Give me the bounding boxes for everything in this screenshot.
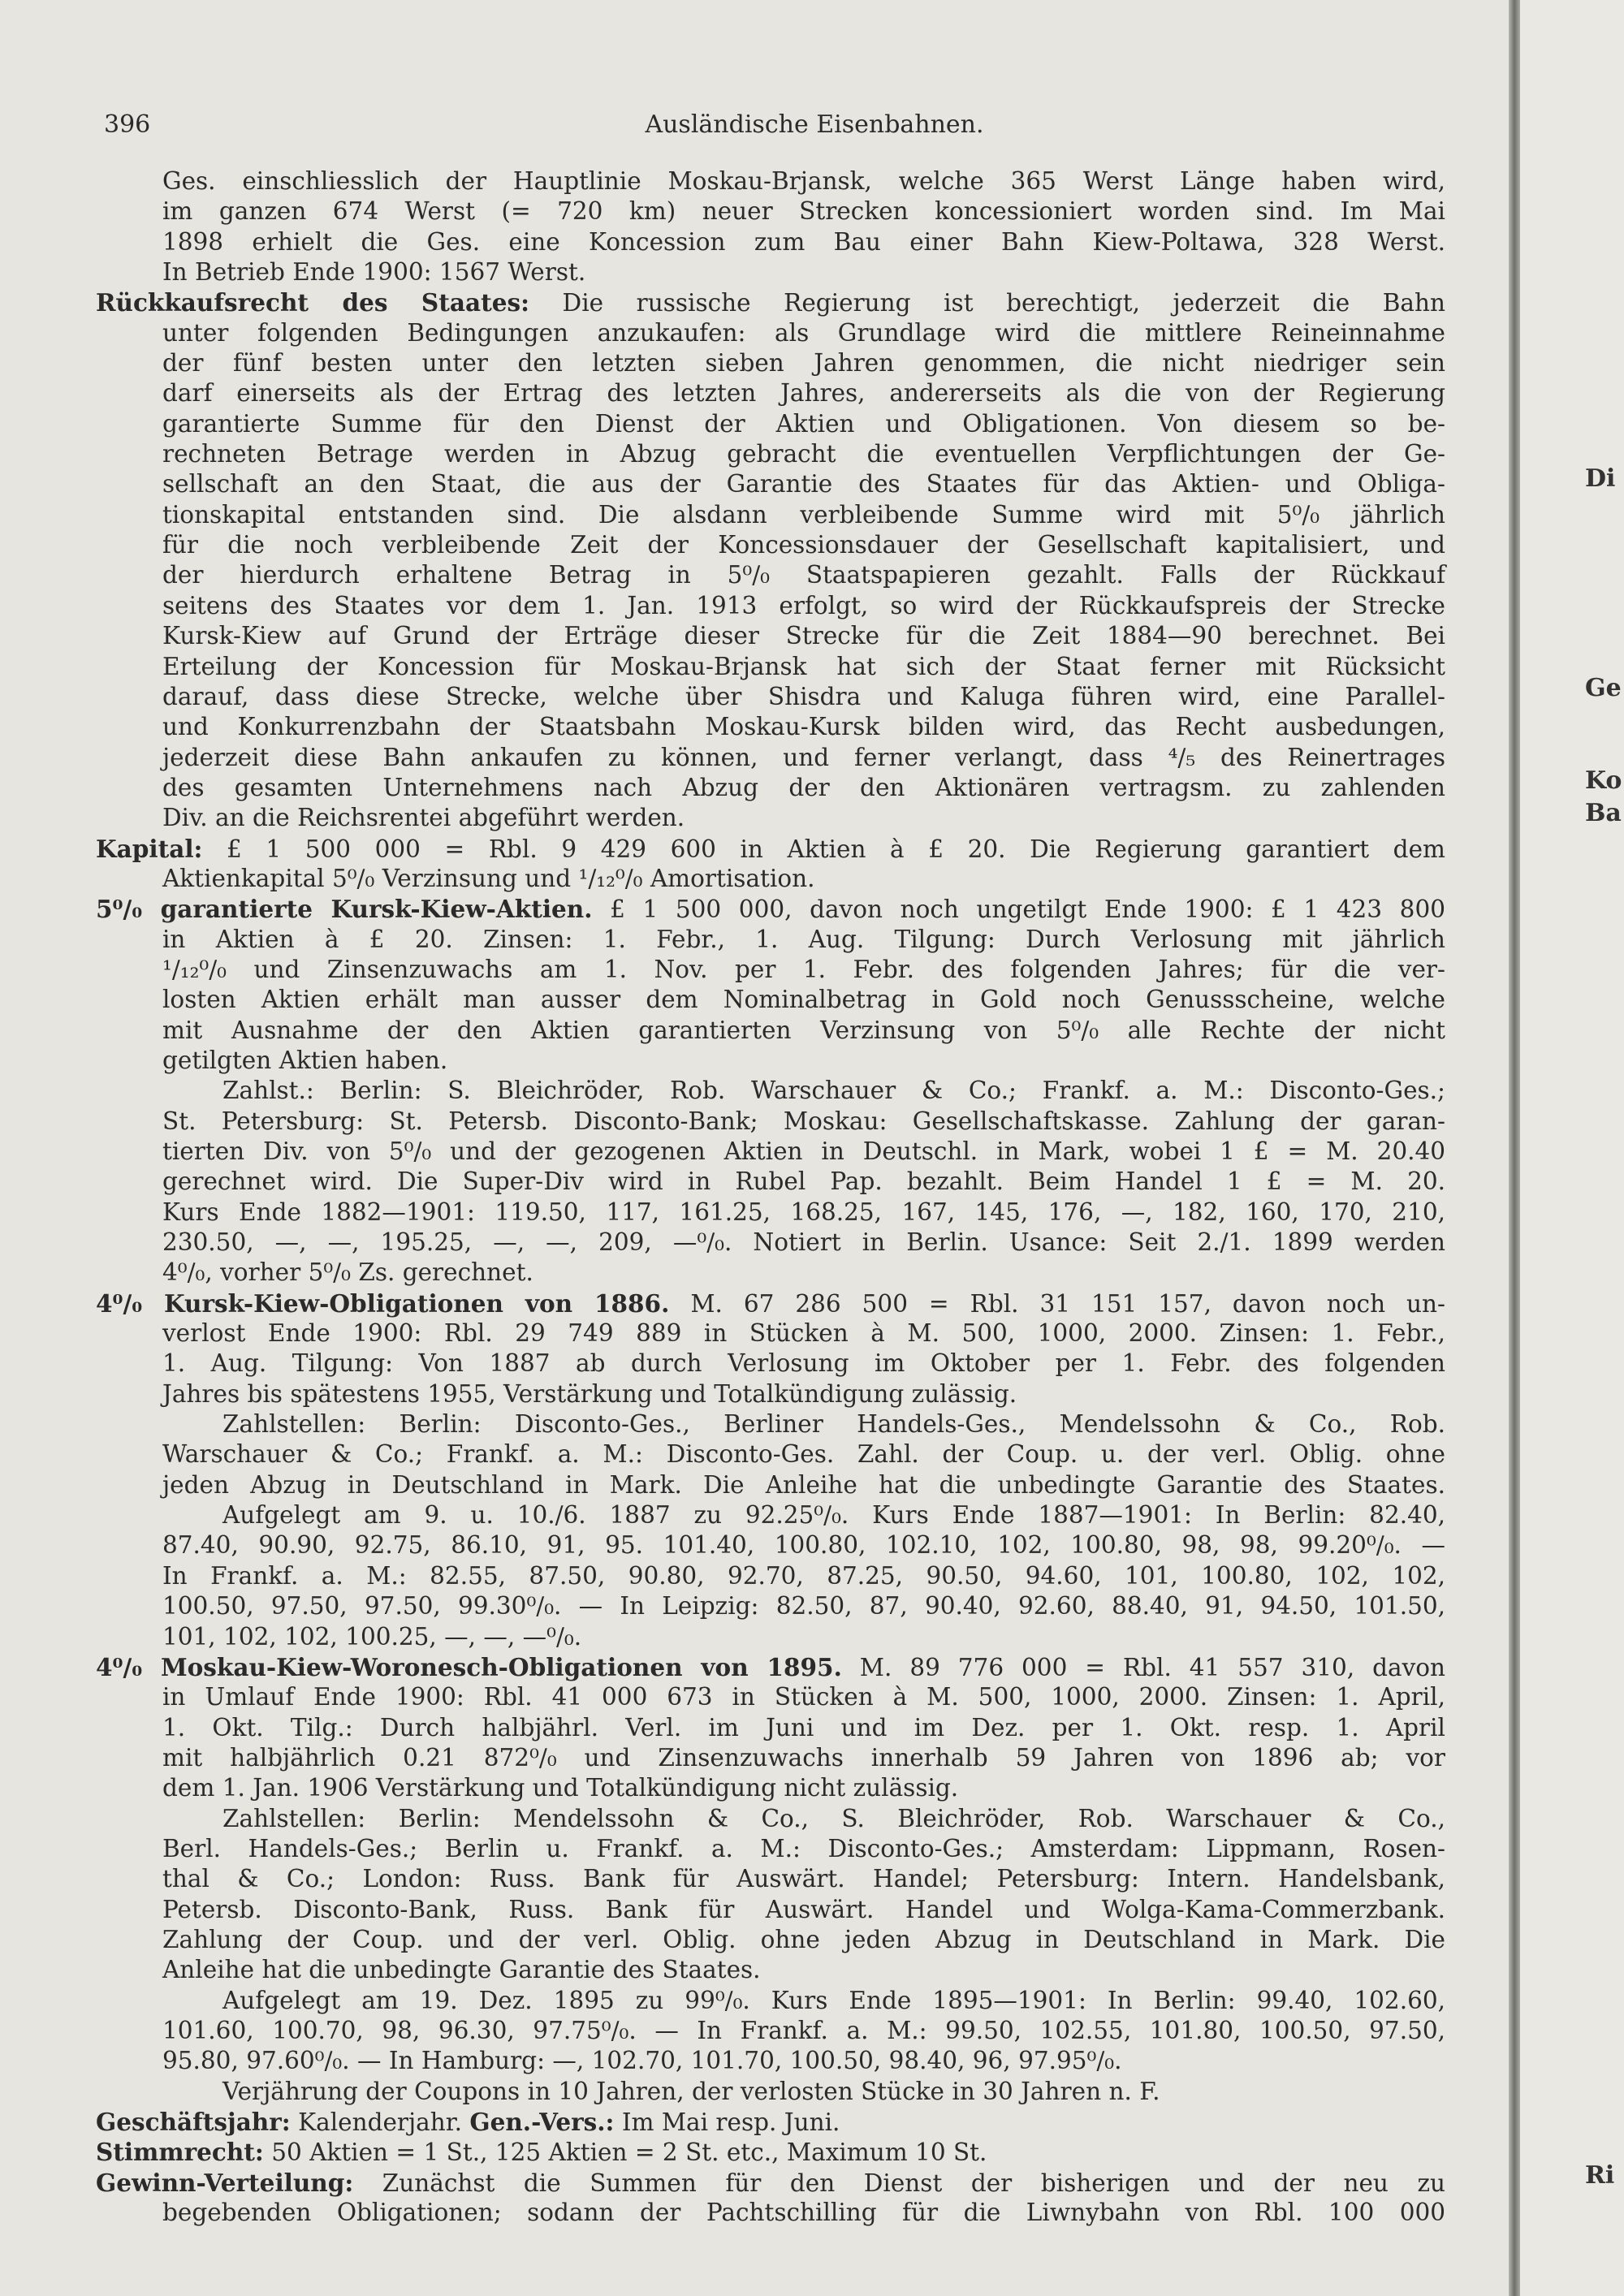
adjacent-page-fragment: Ge: [1585, 674, 1622, 702]
line-text: Petersb. Disconto-Bank, Russ. Bank für Auswärt. Handel und Wolga-Kama-Commerzbank.: [162, 1895, 1445, 1923]
line-text: 87.40, 90.90, 92.75, 86.10, 91, 95. 101.40, 100.80, 102.10, 102, 100.80, 98, 98, 99.20⁰/₀. —: [162, 1531, 1445, 1560]
section-heading: Rückkaufsrecht des Staates:: [96, 288, 529, 317]
text-line: [96, 925, 1445, 955]
book-gutter: [1509, 0, 1520, 2296]
section-heading: Gewinn-Verteilung:: [96, 2168, 354, 2197]
line-text: £ 1 500 000 = Rbl. 9 429 600 in Aktien à £ 20. Die Regierung garantiert dem: [202, 835, 1445, 863]
text-line: [96, 1713, 1445, 1743]
text-line: [96, 1258, 1445, 1288]
text-line: [96, 985, 1445, 1015]
line-text: thal & Co.; London: Russ. Bank für Auswärt. Handel; Petersburg: Intern. Handelsbank,: [162, 1865, 1445, 1893]
line-text: dem 1. Jan. 1906 Verstärkung und Totalkündigung nicht zulässig.: [162, 1774, 959, 1802]
line-text: der hierdurch erhaltene Betrag in 5⁰/₀ Staatspapieren gezahlt. Falls der Rückkauf: [162, 561, 1445, 589]
line-text: 50 Aktien = 1 St., 125 Aktien = 2 St. etc., Maximum 10 St.: [263, 2138, 987, 2167]
text-line: [96, 409, 1445, 439]
text-line: [96, 955, 1445, 985]
line-text: 1. Okt. Tilg.: Durch halbjährl. Verl. im Juni und im Dez. per 1. Okt. resp. 1. April: [162, 1713, 1445, 1741]
text-line: [96, 652, 1445, 682]
section-heading: 4⁰/₀ Moskau-Kiew-Woronesch-Obligationen von 1895.: [96, 1652, 842, 1681]
text-line: [96, 1198, 1445, 1228]
text-line: [96, 1046, 1445, 1076]
line-text: seitens des Staates vor dem 1. Jan. 1913 erfolgt, so wird der Rückkaufspreis der Strecke: [162, 591, 1445, 619]
text-line: [96, 2137, 1445, 2167]
text-line: [96, 439, 1445, 469]
section-heading: Geschäftsjahr:: [96, 2108, 291, 2136]
text-line: [96, 712, 1445, 742]
text-line: [96, 1743, 1445, 1773]
text-line: [96, 1652, 1445, 1682]
text-line: [96, 743, 1445, 773]
text-line: [96, 682, 1445, 712]
section-heading: Gen.-Vers.:: [469, 2108, 615, 2136]
line-text: 4⁰/₀, vorher 5⁰/₀ Zs. gerechnet.: [162, 1258, 533, 1287]
text-line: [96, 621, 1445, 651]
text-line: [96, 500, 1445, 530]
line-text: Aktienkapital 5⁰/₀ Verzinsung und ¹/₁₂⁰/₀ Amortisation.: [162, 864, 815, 892]
text-line: [96, 2077, 1445, 2107]
text-line: [96, 1773, 1445, 1803]
line-text: Kursk-Kiew auf Grund der Erträge dieser Strecke für die Zeit 1884—90 berechnet. Bei: [162, 622, 1445, 650]
text-line: [96, 1530, 1445, 1560]
line-text: Aufgelegt am 19. Dez. 1895 zu 99⁰/₀. Kurs Ende 1895—1901: In Berlin: 99.40, 102.60,: [222, 1986, 1445, 2014]
line-text: für die noch verbleibende Zeit der Koncessionsdauer der Gesellschaft kapitalisiert, und: [162, 531, 1445, 559]
adjacent-page-fragment: Ko: [1585, 766, 1622, 795]
text-line: [96, 1137, 1445, 1167]
text-line: [96, 530, 1445, 560]
text-line: [96, 1591, 1445, 1621]
text-line: [96, 1682, 1445, 1712]
text-line: [96, 591, 1445, 621]
line-text: Jahres bis spätestens 1955, Verstärkung und Totalkündigung zulässig.: [162, 1379, 1017, 1408]
line-text: sellschaft an den Staat, die aus der Garantie des Staates für das Aktien- und Obliga-: [162, 470, 1445, 498]
line-text: 1. Aug. Tilgung: Von 1887 ab durch Verlosung im Oktober per 1. Febr. des folgenden: [162, 1349, 1445, 1378]
line-text: Erteilung der Koncession für Moskau-Brjansk hat sich der Staat ferner mit Rücksicht: [162, 652, 1445, 680]
text-line: [96, 894, 1445, 924]
line-text: Ges. einschliesslich der Hauptlinie Moskau-Brjansk, welche 365 Werst Länge haben wird,: [162, 167, 1445, 195]
line-text: darf einerseits als der Ertrag des letzten Jahres, andererseits als die von der Regierung: [162, 379, 1445, 408]
text-line: [96, 834, 1445, 864]
text-line: [96, 1288, 1445, 1318]
section-heading: 4⁰/₀ Kursk-Kiew-Obligationen von 1886.: [96, 1288, 670, 1318]
text-line: [96, 1622, 1445, 1652]
line-text: in Umlauf Ende 1900: Rbl. 41 000 673 in Stücken à M. 500, 1000, 2000. Zinsen: 1. April,: [162, 1683, 1445, 1711]
line-text: in Aktien à £ 20. Zinsen: 1. Febr., 1. Aug. Tilgung: Durch Verlosung mit jährlich: [162, 925, 1445, 953]
text-line: [96, 1409, 1445, 1439]
line-text: Aufgelegt am 9. u. 10./6. 1887 zu 92.25⁰/₀. Kurs Ende 1887—1901: In Berlin: 82.40,: [222, 1501, 1445, 1530]
line-text: Kalenderjahr.: [290, 2108, 470, 2136]
line-text: Zunächst die Summen für den Dienst der bisherigen und der neu zu: [353, 2169, 1445, 2197]
text-line: [96, 2107, 1445, 2137]
line-text: 95.80, 97.60⁰/₀. — In Hamburg: —, 102.70, 101.70, 100.50, 98.40, 96, 97.95⁰/₀.: [162, 2047, 1122, 2075]
text-line: [96, 864, 1445, 894]
line-text: im ganzen 674 Werst (= 720 km) neuer Strecken koncessioniert worden sind. Im Mai: [162, 197, 1445, 226]
line-text: 230.50, —, —, 195.25, —, —, 209, —⁰/₀. Notiert in Berlin. Usance: Seit 2./1. 1899 werden: [162, 1228, 1445, 1257]
line-text: M. 67 286 500 = Rbl. 31 151 157, davon noch un-: [669, 1289, 1446, 1318]
line-text: Berl. Handels-Ges.; Berlin u. Frankf. a. M.: Disconto-Ges.; Amsterdam: Lippmann, Rosen-: [162, 1834, 1445, 1862]
page-body-text: [96, 166, 1445, 2228]
line-text: mit Ausnahme der den Aktien garantierten Verzinsung von 5⁰/₀ alle Rechte der nicht: [162, 1016, 1445, 1044]
line-text: St. Petersburg: St. Petersb. Disconto-Bank; Moskau: Gesellschaftskasse. Zahlung der garan-: [162, 1107, 1445, 1135]
text-line: [96, 1561, 1445, 1591]
text-line: [96, 1228, 1445, 1258]
line-text: jeden Abzug in Deutschland in Mark. Die Anleihe hat die unbedingte Garantie des Staates.: [162, 1470, 1445, 1499]
line-text: In Frankf. a. M.: 82.55, 87.50, 90.80, 92.70, 87.25, 90.50, 94.60, 101, 100.80, 102, 102,: [162, 1561, 1445, 1590]
text-line: [96, 1016, 1445, 1046]
text-line: [96, 1349, 1445, 1379]
line-text: Div. an die Reichsrentei abgeführt werden.: [162, 804, 685, 832]
line-text: getilgten Aktien haben.: [162, 1046, 448, 1074]
text-line: [96, 803, 1445, 833]
line-text: Verjährung der Coupons in 10 Jahren, der verlosten Stücke in 30 Jahren n. F.: [222, 2077, 1160, 2105]
line-text: verlost Ende 1900: Rbl. 29 749 889 in Stücken à M. 500, 1000, 2000. Zinsen: 1. Febr.,: [162, 1319, 1445, 1348]
line-text: Zahlstellen: Berlin: Mendelssohn & Co., S. Bleichröder, Rob. Warschauer & Co.,: [222, 1804, 1445, 1832]
line-text: £ 1 500 000, davon noch ungetilgt Ende 1900: £ 1 423 800: [592, 896, 1445, 924]
text-line: [96, 2168, 1445, 2198]
line-text: unter folgenden Bedingungen anzukaufen: als Grundlage wird die mittlere Reineinnahme: [162, 318, 1445, 347]
line-text: 1898 erhielt die Ges. eine Koncession zum Bau einer Bahn Kiew-Poltawa, 328 Werst.: [162, 227, 1445, 256]
text-line: [96, 1439, 1445, 1470]
text-line: [96, 287, 1445, 317]
text-line: [96, 1379, 1445, 1409]
line-text: tionskapital entstanden sind. Die alsdann verbleibende Summe wird mit 5⁰/₀ jährlich: [162, 500, 1445, 529]
running-title: Ausländische Eisenbahnen.: [645, 110, 984, 139]
text-line: [96, 2046, 1445, 2076]
text-line: [96, 469, 1445, 499]
line-text: 101, 102, 102, 100.25, —, —, —⁰/₀.: [162, 1622, 582, 1651]
line-text: Warschauer & Co.; Frankf. a. M.: Disconto-Ges. Zahl. der Coup. u. der verl. Oblig. ohne: [162, 1440, 1445, 1469]
line-text: Zahlung der Coup. und der verl. Oblig. ohne jeden Abzug in Deutschland in Mark. Die: [162, 1925, 1445, 1953]
line-text: In Betrieb Ende 1900: 1567 Werst.: [162, 258, 586, 287]
text-line: [96, 2198, 1445, 2228]
adjacent-page-fragment: Ri: [1585, 2161, 1615, 2190]
text-line: [96, 257, 1445, 287]
text-line: [96, 1500, 1445, 1530]
line-text: ¹/₁₂⁰/₀ und Zinsenzuwachs am 1. Nov. per 1. Febr. des folgenden Jahres; für die ver-: [162, 955, 1445, 983]
adjacent-page-edge: [1520, 0, 1624, 2296]
section-heading: Stimmrecht:: [96, 2138, 264, 2167]
text-line: [96, 1318, 1445, 1349]
text-line: [96, 318, 1445, 348]
line-text: darauf, dass diese Strecke, welche über Shisdra und Kaluga führen wird, eine Parallel-: [162, 682, 1445, 710]
line-text: Zahlstellen: Berlin: Disconto-Ges., Berliner Handels-Ges., Mendelssohn & Co., Rob.: [222, 1410, 1445, 1439]
line-text: losten Aktien erhält man ausser dem Nominalbetrag in Gold noch Genussscheine, welche: [162, 986, 1445, 1014]
text-line: [96, 378, 1445, 408]
line-text: Anleihe hat die unbedingte Garantie des Staates.: [162, 1956, 761, 1984]
text-line: [96, 1076, 1445, 1106]
text-line: [96, 166, 1445, 196]
text-line: [96, 196, 1445, 227]
adjacent-page-fragment: Di: [1585, 464, 1616, 493]
line-text: garantierte Summe für den Dienst der Aktien und Obligationen. Von diesem so be-: [162, 409, 1445, 438]
section-heading: 5⁰/₀ garantierte Kursk-Kiew-Aktien.: [96, 895, 593, 924]
text-line: [96, 1864, 1445, 1894]
text-line: [96, 1107, 1445, 1137]
text-line: [96, 2016, 1445, 2046]
line-text: der fünf besten unter den letzten sieben Jahren genommen, die nicht niedriger sein: [162, 349, 1445, 378]
page-header: [104, 110, 1444, 143]
text-line: [96, 560, 1445, 590]
text-line: [96, 1955, 1445, 1985]
text-line: [96, 773, 1445, 803]
line-text: Zahlst.: Berlin: S. Bleichröder, Rob. Warschauer & Co.; Frankf. a. M.: Disconto-Ges.;: [222, 1077, 1445, 1105]
text-line: [96, 348, 1445, 378]
line-text: begebenden Obligationen; sodann der Pachtschilling für die Liwnybahn von Rbl. 100 000: [162, 2199, 1445, 2227]
line-text: Kurs Ende 1882—1901: 119.50, 117, 161.25, 168.25, 167, 145, 176, —, 182, 160, 170, 210,: [162, 1198, 1445, 1226]
line-text: des gesamten Unternehmens nach Abzug der den Aktionären vertragsm. zu zahlenden: [162, 773, 1445, 801]
text-line: [96, 227, 1445, 257]
text-line: [96, 1470, 1445, 1500]
section-heading: Kapital:: [96, 834, 203, 863]
line-text: Im Mai resp. Juni.: [614, 2108, 840, 2136]
line-text: rechneten Betrage werden in Abzug gebracht die eventuellen Verpflichtungen der Ge-: [162, 440, 1445, 468]
line-text: M. 89 776 000 = Rbl. 41 557 310, davon: [841, 1653, 1446, 1681]
line-text: tierten Div. von 5⁰/₀ und der gezogenen Aktien in Deutschl. in Mark, wobei 1 £ = M. 20.40: [162, 1137, 1445, 1165]
line-text: mit halbjährlich 0.21 872⁰/₀ und Zinsenzuwachs innerhalb 59 Jahren von 1896 ab; vor: [162, 1743, 1445, 1772]
line-text: gerechnet wird. Die Super-Div wird in Rubel Pap. bezahlt. Beim Handel 1 £ = M. 20.: [162, 1167, 1445, 1196]
page-number: 396: [104, 110, 151, 139]
text-line: [96, 1804, 1445, 1834]
text-line: [96, 1895, 1445, 1925]
line-text: und Konkurrenzbahn der Staatsbahn Moskau-Kursk bilden wird, das Recht ausbedungen,: [162, 713, 1445, 741]
line-text: 100.50, 97.50, 97.50, 99.30⁰/₀. — In Leipzig: 82.50, 87, 90.40, 92.60, 88.40, 91, 94.50, 101.50,: [162, 1592, 1445, 1621]
adjacent-page-fragment: Ba: [1585, 799, 1622, 827]
line-text: 101.60, 100.70, 98, 96.30, 97.75⁰/₀. — In Frankf. a. M.: 99.50, 102.55, 101.80, 100.50, 97.50,: [162, 2016, 1445, 2044]
text-line: [96, 1986, 1445, 2016]
line-text: jederzeit diese Bahn ankaufen zu können, und ferner verlangt, dass ⁴/₅ des Reinertrages: [162, 743, 1445, 771]
text-line: [96, 1834, 1445, 1864]
line-text: Die russische Regierung ist berechtigt, jederzeit die Bahn: [529, 289, 1445, 317]
text-line: [96, 1167, 1445, 1197]
text-line: [96, 1925, 1445, 1955]
